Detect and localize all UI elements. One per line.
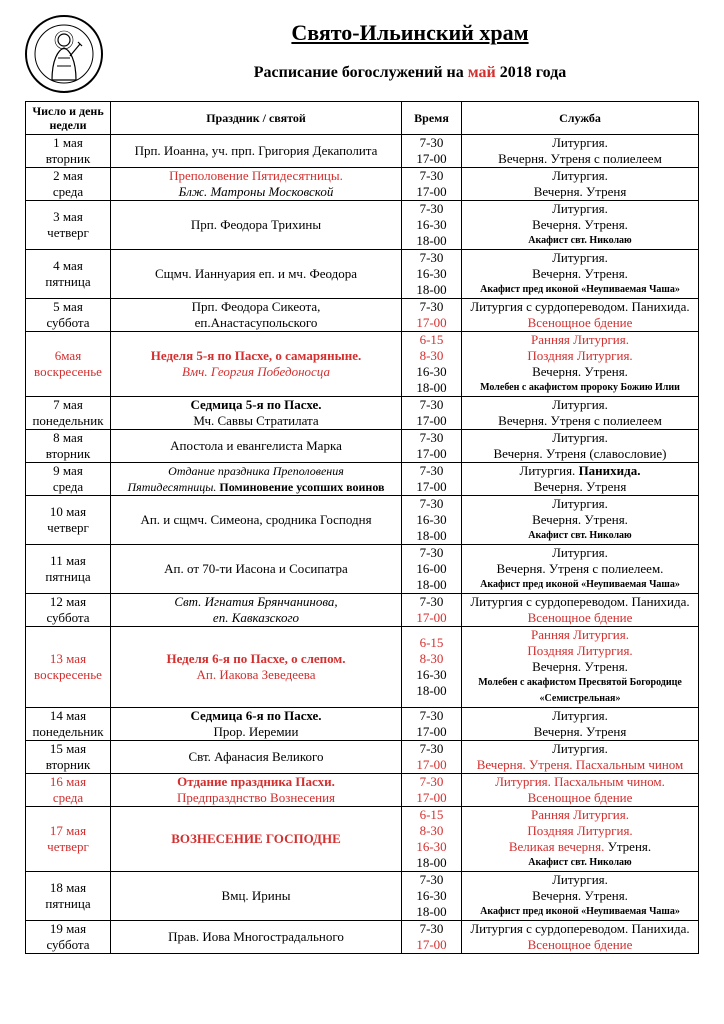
date-text: пятница — [45, 569, 91, 584]
time-text: 7-30 — [419, 135, 444, 150]
time-text: 18-00 — [416, 528, 447, 543]
service-text: Вечерня. Утреня. — [532, 364, 628, 379]
date-cell — [26, 397, 111, 430]
service-text: Вечерня. Утреня — [533, 479, 627, 494]
table-row — [26, 250, 699, 299]
feast-text: Прп. Иоанна, уч. прп. Григория Декаполита — [134, 143, 378, 158]
time-cell — [402, 545, 462, 594]
time-cell — [402, 168, 462, 201]
table-header-row — [26, 102, 699, 135]
service-text: Литургия. Пасхальным чином. — [495, 774, 665, 789]
service-text: Молебен с акафистом пророку Божию Илии — [480, 382, 680, 393]
time-text: 7-30 — [419, 463, 444, 478]
time-text: 8-30 — [419, 348, 444, 363]
date-text: 1 мая — [53, 135, 83, 150]
table-row — [26, 430, 699, 463]
service-text: Вечерня. Утреня с полиелеем — [498, 413, 662, 428]
date-cell — [26, 135, 111, 168]
service-text: Акафист пред иконой «Неупиваемая Чаша» — [480, 579, 680, 590]
date-text: вторник — [45, 446, 91, 461]
feast-text: Отдание праздника Пасхи. — [177, 774, 335, 789]
service-cell — [462, 807, 699, 872]
time-text: 16-30 — [416, 888, 447, 903]
service-cell — [462, 332, 699, 397]
time-text: 7-30 — [419, 201, 444, 216]
service-text: Литургия. — [552, 708, 608, 723]
service-text: Всенощное бдение — [527, 937, 633, 952]
service-text: Литургия. — [552, 168, 608, 183]
time-text: 17-00 — [416, 413, 447, 428]
time-cell — [402, 807, 462, 872]
service-text-part: Утреня. — [607, 839, 652, 854]
feast-text — [113, 479, 399, 495]
feast-cell — [111, 594, 402, 627]
time-cell — [402, 627, 462, 708]
date-text: 11 мая — [50, 553, 86, 568]
service-text-part: Литургия. — [519, 463, 579, 478]
service-text: Вечерня. Утреня. — [532, 217, 628, 232]
service-cell — [462, 594, 699, 627]
time-text: 16-00 — [416, 561, 447, 576]
feast-text: еп.Анастасупольского — [194, 315, 318, 330]
time-cell — [402, 201, 462, 250]
table-row — [26, 201, 699, 250]
feast-text: Прав. Иова Многострадального — [168, 929, 344, 944]
date-cell — [26, 741, 111, 774]
feast-cell — [111, 807, 402, 872]
feast-cell — [111, 430, 402, 463]
service-text-part: Великая вечерня. — [508, 839, 608, 854]
date-cell — [26, 774, 111, 807]
service-text: Вечерня. Утреня — [533, 184, 627, 199]
date-text: 2 мая — [53, 168, 83, 183]
service-text: Поздняя Литургия. — [527, 823, 633, 838]
feast-cell — [111, 250, 402, 299]
date-cell — [26, 921, 111, 954]
time-cell — [402, 594, 462, 627]
feast-text: Седмица 6-я по Пасхе. — [190, 708, 322, 723]
date-text: 5 мая — [53, 299, 83, 314]
feast-cell — [111, 708, 402, 741]
date-cell — [26, 708, 111, 741]
service-text: Литургия. — [552, 250, 608, 265]
service-text: Литургия. — [552, 741, 608, 756]
time-text: 7-30 — [419, 594, 444, 609]
service-cell — [462, 463, 699, 496]
service-cell — [462, 921, 699, 954]
table-row — [26, 708, 699, 741]
time-text: 17-00 — [416, 184, 447, 199]
feast-text-part: Поминовение усопших воинов — [219, 480, 385, 494]
time-cell — [402, 708, 462, 741]
service-text: Акафист свт. Николаю — [528, 857, 632, 868]
date-text: среда — [52, 479, 84, 494]
feast-text: еп. Кавказского — [212, 610, 300, 625]
table-row — [26, 872, 699, 921]
time-text: 17-00 — [416, 790, 447, 805]
table-row — [26, 921, 699, 954]
table-row — [26, 741, 699, 774]
time-text: 7-30 — [419, 921, 444, 936]
feast-text: Ап. от 70-ти Иасона и Сосипатра — [164, 561, 348, 576]
table-row — [26, 332, 699, 397]
date-cell — [26, 201, 111, 250]
service-schedule-table — [25, 101, 699, 954]
time-text: 8-30 — [419, 823, 444, 838]
service-text: Всенощное бдение — [527, 790, 633, 805]
feast-cell — [111, 135, 402, 168]
date-text: 9 мая — [53, 463, 83, 478]
feast-text: Неделя 6-я по Пасхе, о слепом. — [166, 651, 346, 666]
time-text: 17-00 — [416, 757, 447, 772]
time-text: 17-00 — [416, 315, 447, 330]
time-text: 6-15 — [419, 332, 444, 347]
time-cell — [402, 496, 462, 545]
table-row — [26, 594, 699, 627]
date-text: пятница — [45, 896, 91, 911]
time-cell — [402, 430, 462, 463]
time-cell — [402, 921, 462, 954]
feast-text: Мч. Саввы Стратилата — [193, 413, 319, 428]
service-cell — [462, 627, 699, 708]
feast-text: Отдание праздника Преполовения — [168, 464, 344, 478]
date-text: 7 мая — [53, 397, 83, 412]
feast-text: Вмц. Ирины — [221, 888, 291, 903]
date-text: среда — [52, 184, 84, 199]
feast-text: Свт. Афанасия Великого — [188, 749, 324, 764]
feast-text: Ап. Иакова Зеведеева — [196, 667, 316, 682]
date-text: 19 мая — [49, 921, 87, 936]
service-text: Вечерня. Утреня. Пасхальным чином — [476, 757, 684, 772]
time-text: 7-30 — [419, 430, 444, 445]
date-cell — [26, 430, 111, 463]
service-text: Всенощное бдение — [527, 315, 633, 330]
service-text: «Семистрельная» — [539, 693, 621, 704]
column-header-feast: Праздник / святой — [111, 102, 402, 135]
service-text: Всенощное бдение — [527, 610, 633, 625]
service-text: Ранняя Литургия. — [531, 627, 629, 642]
time-text: 8-30 — [419, 651, 444, 666]
time-cell — [402, 135, 462, 168]
service-text: Литургия. — [552, 201, 608, 216]
time-text: 16-30 — [416, 364, 447, 379]
table-row — [26, 299, 699, 332]
feast-text: ВОЗНЕСЕНИЕ ГОСПОДНЕ — [171, 831, 341, 846]
service-cell — [462, 430, 699, 463]
service-cell — [462, 872, 699, 921]
date-text: 16 мая — [49, 774, 87, 789]
date-text: вторник — [45, 757, 91, 772]
date-text: четверг — [47, 225, 89, 240]
date-text: 4 мая — [53, 258, 83, 273]
table-row — [26, 463, 699, 496]
date-text: суббота — [46, 315, 90, 330]
feast-text: Сщмч. Ианнуария еп. и мч. Феодора — [154, 266, 358, 281]
feast-cell — [111, 397, 402, 430]
service-text — [464, 839, 696, 855]
time-text: 7-30 — [419, 774, 444, 789]
table-row — [26, 168, 699, 201]
time-text: 7-30 — [419, 741, 444, 756]
time-cell — [402, 332, 462, 397]
time-text: 6-15 — [419, 807, 444, 822]
service-text: Вечерня. Утреня. — [532, 659, 628, 674]
table-row — [26, 774, 699, 807]
service-cell — [462, 496, 699, 545]
date-cell — [26, 168, 111, 201]
feast-cell — [111, 774, 402, 807]
service-cell — [462, 135, 699, 168]
service-text: Литургия с сурдопереводом. Панихида. — [470, 299, 690, 314]
time-text: 18-00 — [416, 904, 447, 919]
date-text: четверг — [47, 520, 89, 535]
date-cell — [26, 807, 111, 872]
feast-text: Прор. Иеремии — [213, 724, 299, 739]
service-text: Акафист свт. Николаю — [528, 235, 632, 246]
feast-cell — [111, 872, 402, 921]
table-row — [26, 627, 699, 708]
date-text: понедельник — [32, 413, 104, 428]
time-text: 7-30 — [419, 397, 444, 412]
time-text: 16-30 — [416, 512, 447, 527]
service-cell — [462, 708, 699, 741]
service-text: Литургия. — [552, 135, 608, 150]
service-cell — [462, 168, 699, 201]
time-text: 7-30 — [419, 168, 444, 183]
service-text — [464, 463, 696, 479]
service-cell — [462, 774, 699, 807]
date-text: 8 мая — [53, 430, 83, 445]
date-text: 3 мая — [53, 209, 83, 224]
service-text: Вечерня. Утреня с полиелеем — [498, 151, 662, 166]
time-text: 7-30 — [419, 250, 444, 265]
church-title: Свято-Ильинский храм — [291, 20, 529, 45]
time-text: 18-00 — [416, 380, 447, 395]
feast-text: Неделя 5-я по Пасхе, о самаряныне. — [150, 348, 362, 363]
service-text: Литургия. — [552, 872, 608, 887]
date-text: вторник — [45, 151, 91, 166]
date-text: пятница — [45, 274, 91, 289]
date-cell — [26, 250, 111, 299]
table-row — [26, 807, 699, 872]
service-text: Литургия с сурдопереводом. Панихида. — [470, 921, 690, 936]
church-seal-logo — [24, 14, 104, 94]
service-cell — [462, 201, 699, 250]
service-text: Вечерня. Утреня с полиелеем. — [496, 561, 664, 576]
date-text: суббота — [46, 610, 90, 625]
service-text: Литургия. — [552, 397, 608, 412]
time-cell — [402, 397, 462, 430]
feast-cell — [111, 741, 402, 774]
time-text: 18-00 — [416, 855, 447, 870]
service-text: Вечерня. Утреня. — [532, 512, 628, 527]
feast-cell — [111, 627, 402, 708]
date-text: 12 мая — [49, 594, 87, 609]
service-text-part: Панихида. — [578, 463, 641, 478]
time-text: 16-30 — [416, 217, 447, 232]
service-text: Ранняя Литургия. — [531, 807, 629, 822]
time-text: 7-30 — [419, 872, 444, 887]
feast-text: Прп. Феодора Трихины — [190, 217, 322, 232]
feast-cell — [111, 201, 402, 250]
date-text: воскресенье — [34, 364, 102, 379]
feast-text: Свт. Игнатия Брянчанинова, — [174, 594, 338, 609]
date-text: четверг — [47, 839, 89, 854]
time-cell — [402, 774, 462, 807]
table-row — [26, 496, 699, 545]
time-cell — [402, 299, 462, 332]
feast-cell — [111, 168, 402, 201]
date-cell — [26, 299, 111, 332]
feast-text: Преполовение Пятидесятницы. — [169, 168, 343, 183]
feast-text: Вмч. Георгия Победоносца — [182, 364, 330, 379]
service-text: Литургия. — [552, 496, 608, 511]
service-cell — [462, 250, 699, 299]
table-row — [26, 397, 699, 430]
service-text: Ранняя Литургия. — [531, 332, 629, 347]
service-text: Молебен с акафистом Пресвятой Богородице — [478, 677, 682, 688]
feast-text: Апостола и евангелиста Марка — [170, 438, 342, 453]
service-text: Литургия. — [552, 545, 608, 560]
feast-cell — [111, 332, 402, 397]
date-text: суббота — [46, 937, 90, 952]
date-cell — [26, 545, 111, 594]
service-text: Поздняя Литургия. — [527, 643, 633, 658]
feast-text: Ап. и сщмч. Симеона, сродника Господня — [140, 512, 372, 527]
date-text: воскресенье — [34, 667, 102, 682]
service-text: Акафист свт. Николаю — [528, 530, 632, 541]
table-row — [26, 545, 699, 594]
date-text: 18 мая — [49, 880, 87, 895]
date-cell — [26, 463, 111, 496]
time-text: 17-00 — [416, 724, 447, 739]
service-text: Литургия. — [552, 430, 608, 445]
column-header-date: Число и день недели — [26, 102, 111, 135]
time-text: 18-00 — [416, 683, 447, 698]
feast-text: Седмица 5-я по Пасхе. — [190, 397, 322, 412]
date-cell — [26, 332, 111, 397]
feast-text-part: Пятидесятницы. — [127, 480, 220, 494]
service-cell — [462, 397, 699, 430]
feast-text: Прп. Феодора Сикеота, — [191, 299, 321, 314]
time-text: 7-30 — [419, 496, 444, 511]
time-text: 17-00 — [416, 610, 447, 625]
service-cell — [462, 299, 699, 332]
time-text: 16-30 — [416, 266, 447, 281]
time-cell — [402, 463, 462, 496]
column-header-service: Служба — [462, 102, 699, 135]
service-text: Акафист пред иконой «Неупиваемая Чаша» — [480, 284, 680, 295]
service-text: Вечерня. Утреня. — [532, 888, 628, 903]
feast-cell — [111, 463, 402, 496]
date-text: 17 мая — [49, 823, 87, 838]
service-text: Вечерня. Утреня — [533, 724, 627, 739]
feast-text: Предпразднство Вознесения — [177, 790, 335, 805]
time-cell — [402, 872, 462, 921]
time-text: 18-00 — [416, 282, 447, 297]
date-cell — [26, 594, 111, 627]
time-text: 18-00 — [416, 577, 447, 592]
service-cell — [462, 545, 699, 594]
time-text: 7-30 — [419, 299, 444, 314]
date-text: 6мая — [54, 348, 82, 363]
service-text: Вечерня. Утреня. — [532, 266, 628, 281]
feast-cell — [111, 299, 402, 332]
feast-text: Блж. Матроны Московской — [178, 184, 334, 199]
date-cell — [26, 627, 111, 708]
time-cell — [402, 741, 462, 774]
schedule-subtitle: Расписание богослужений на май 2018 года — [253, 64, 567, 81]
date-text: понедельник — [32, 724, 104, 739]
service-text: Вечерня. Утреня (славословие) — [493, 446, 667, 461]
service-text: Поздняя Литургия. — [527, 348, 633, 363]
service-text: Акафист пред иконой «Неупиваемая Чаша» — [480, 906, 680, 917]
service-text: Литургия с сурдопереводом. Панихида. — [470, 594, 690, 609]
feast-cell — [111, 496, 402, 545]
column-header-time: Время — [402, 102, 462, 135]
time-text: 18-00 — [416, 233, 447, 248]
time-text: 16-30 — [416, 839, 447, 854]
time-text: 17-00 — [416, 937, 447, 952]
date-text: 10 мая — [49, 504, 87, 519]
time-text: 6-15 — [419, 635, 444, 650]
time-text: 16-30 — [416, 667, 447, 682]
date-cell — [26, 496, 111, 545]
date-cell — [26, 872, 111, 921]
time-text: 7-30 — [419, 545, 444, 560]
feast-cell — [111, 921, 402, 954]
time-text: 17-00 — [416, 151, 447, 166]
date-text: среда — [52, 790, 84, 805]
date-text: 15 мая — [49, 741, 87, 756]
time-text: 17-00 — [416, 446, 447, 461]
time-cell — [402, 250, 462, 299]
date-text: 13 мая — [49, 651, 87, 666]
time-text: 17-00 — [416, 479, 447, 494]
time-text: 7-30 — [419, 708, 444, 723]
table-row — [26, 135, 699, 168]
feast-cell — [111, 545, 402, 594]
date-text: 14 мая — [49, 708, 87, 723]
service-cell — [462, 741, 699, 774]
